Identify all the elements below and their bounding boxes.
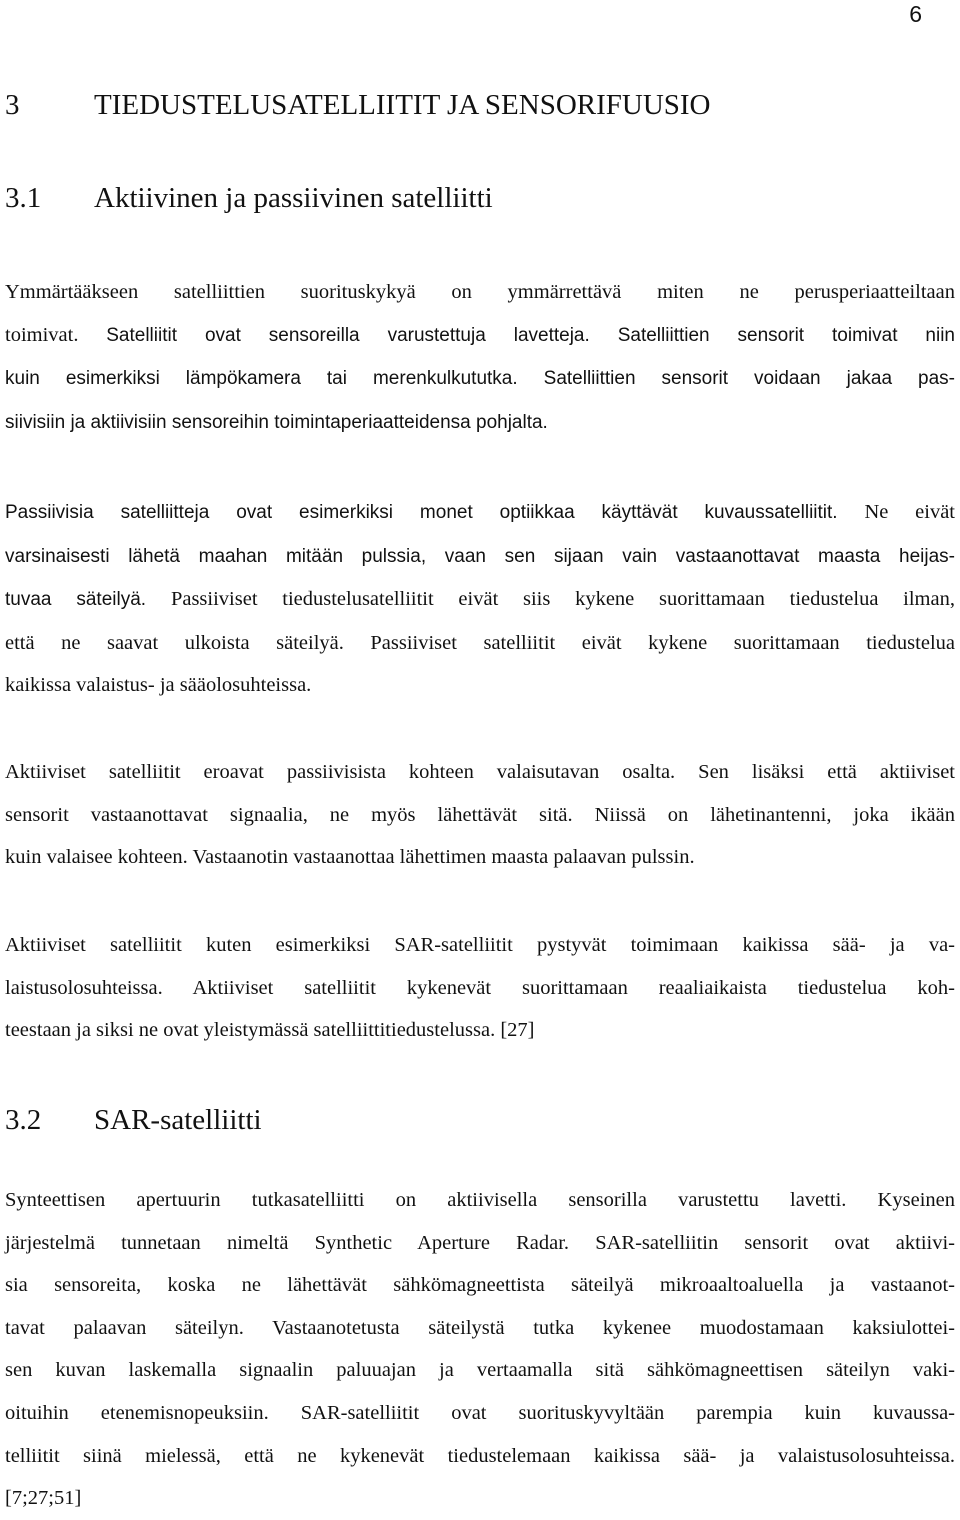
text-line (5, 1179, 955, 1222)
text-line (5, 1349, 955, 1392)
text-line (5, 401, 955, 445)
section-number: 3.2 (5, 1104, 42, 1136)
paragraph-satellite-performance (5, 271, 955, 444)
text-segment: varsinaisesti lähetä maahan mitään pulssia, vaan sen sijaan vain vastaanottavat maasta heijas- (5, 545, 955, 567)
text-segment: oituihin etenemisnopeuksiin. SAR-satelliitit ovat suorituskyvyltään parempia kuin kuvaussa- (5, 1401, 955, 1424)
text-line (5, 1009, 955, 1052)
text-line (5, 491, 955, 535)
text-segment: sensorit vastaanottavat signaalia, ne myös lähettävät sitä. Niissä on lähetinantenni, joka ikään (5, 803, 955, 826)
section-heading-3-1 (5, 180, 493, 216)
section-title: Aktiivinen ja passiivinen satelliitti (94, 182, 493, 214)
text-segment: kuin esimerkiksi lämpökamera tai merenkulkututka. Satelliittien sensorit voidaan jakaa pas- (5, 368, 955, 390)
text-segment: Aktiiviset satelliitit kuten esimerkiksi SAR-satelliitit pystyvät toimimaan kaikissa sää- ja va- (5, 934, 955, 956)
text-segment: Synteettisen apertuurin tutkasatelliitti on aktiivisella sensorilla varustettu lavetti. Kyseinen (5, 1189, 955, 1211)
text-segment: että ne saavat ulkoista säteilyä. Passiiviset satelliitit eivät kykene suorittamaan tiedustelua (5, 631, 955, 654)
text-segment: teestaan ja siksi ne ovat yleistymässä satelliittitiedustelussa. [27] (5, 1019, 535, 1042)
section-heading-3-2 (5, 1102, 262, 1138)
text-line (5, 1477, 955, 1520)
text-segment: Ne eivät (864, 501, 955, 523)
text-line (5, 1392, 955, 1435)
text-segment: siivisiin ja aktiivisiin sensoreihin toimintaperiaatteidensa pohjalta. (5, 411, 548, 433)
text-line (5, 1264, 955, 1307)
text-segment: telliitit siinä mielessä, että ne kykenevät tiedustelemaan kaikissa sää- ja valaistusolosuhteissa. (5, 1444, 955, 1467)
text-line (5, 1222, 955, 1265)
text-segment: tuvaa säteilyä. (5, 589, 171, 611)
text-segment: toimivat. (5, 323, 107, 346)
text-line (5, 664, 955, 707)
text-line (5, 271, 955, 314)
text-segment: Passiiviset tiedustelusatelliitit eivät siis kykene suorittamaan tiedustelua ilman, (170, 588, 955, 611)
paragraph-sar-conditions (5, 924, 955, 1052)
text-segment: Satelliitit ovat sensoreilla varustettuja lavetteja. Satelliittien sensorit toimivat niin (106, 324, 956, 346)
text-segment: tavat palaavan säteilyn. Vastaanotetusta säteilystä tutka kykenee muodostamaan kaksiulottei- (5, 1316, 955, 1339)
text-segment: [7;27;51] (5, 1487, 82, 1510)
text-segment: Passiivisia satelliitteja ovat esimerkiksi monet optiikkaa käyttävät kuvaussatelliitit. (5, 502, 865, 523)
text-line (5, 535, 955, 579)
text-line (5, 1435, 955, 1478)
text-line (5, 1307, 955, 1350)
text-line (5, 578, 955, 622)
text-segment: sen kuvan laskemalla signaalin paluuajan ja vertaamalla sitä sähkömagneettisen säteilyn vaki- (5, 1359, 955, 1382)
section-number: 3 (5, 89, 20, 121)
text-line (5, 314, 955, 358)
section-heading-3 (5, 87, 711, 123)
paragraph-active-satellites (5, 751, 955, 879)
text-segment: kaikissa valaistus- ja sääolosuhteissa. (5, 674, 312, 697)
text-line (5, 622, 955, 665)
section-number: 3.1 (5, 182, 42, 214)
text-line (5, 794, 955, 837)
text-segment: Aktiiviset satelliitit eroavat passiivisista kohteen valaisutavan osalta. Sen lisäksi että aktiiviset (5, 761, 955, 783)
text-segment: sia sensoreita, koska ne lähettävät sähkömagneettista säteilyä mikroaaltoaluella ja vastaanot- (5, 1274, 955, 1297)
text-line (5, 836, 955, 879)
text-line (5, 357, 955, 401)
section-title: TIEDUSTELUSATELLIITIT JA SENSORIFUUSIO (94, 89, 711, 121)
text-segment: järjestelmä tunnetaan nimeltä Synthetic Aperture Radar. SAR-satelliitin sensorit ovat aktiivi- (5, 1231, 955, 1254)
text-segment: Ymmärtääkseen satelliittien suorituskykyä on ymmärrettävä miten ne perusperiaatteiltaan (5, 281, 955, 303)
text-line (5, 924, 955, 967)
text-line (5, 967, 955, 1010)
text-segment: laistusolosuhteissa. Aktiiviset satelliitit kykenevät suorittamaan reaaliaikaista tiedustelua koh- (5, 976, 955, 999)
paragraph-sar-description (5, 1179, 955, 1520)
text-segment: kuin valaisee kohteen. Vastaanotin vastaanottaa lähettimen maasta palaavan pulssin. (5, 846, 695, 869)
page-number: 6 (909, 1, 922, 27)
paragraph-passive-satellites (5, 491, 955, 707)
text-line (5, 751, 955, 794)
section-title: SAR-satelliitti (94, 1104, 262, 1136)
